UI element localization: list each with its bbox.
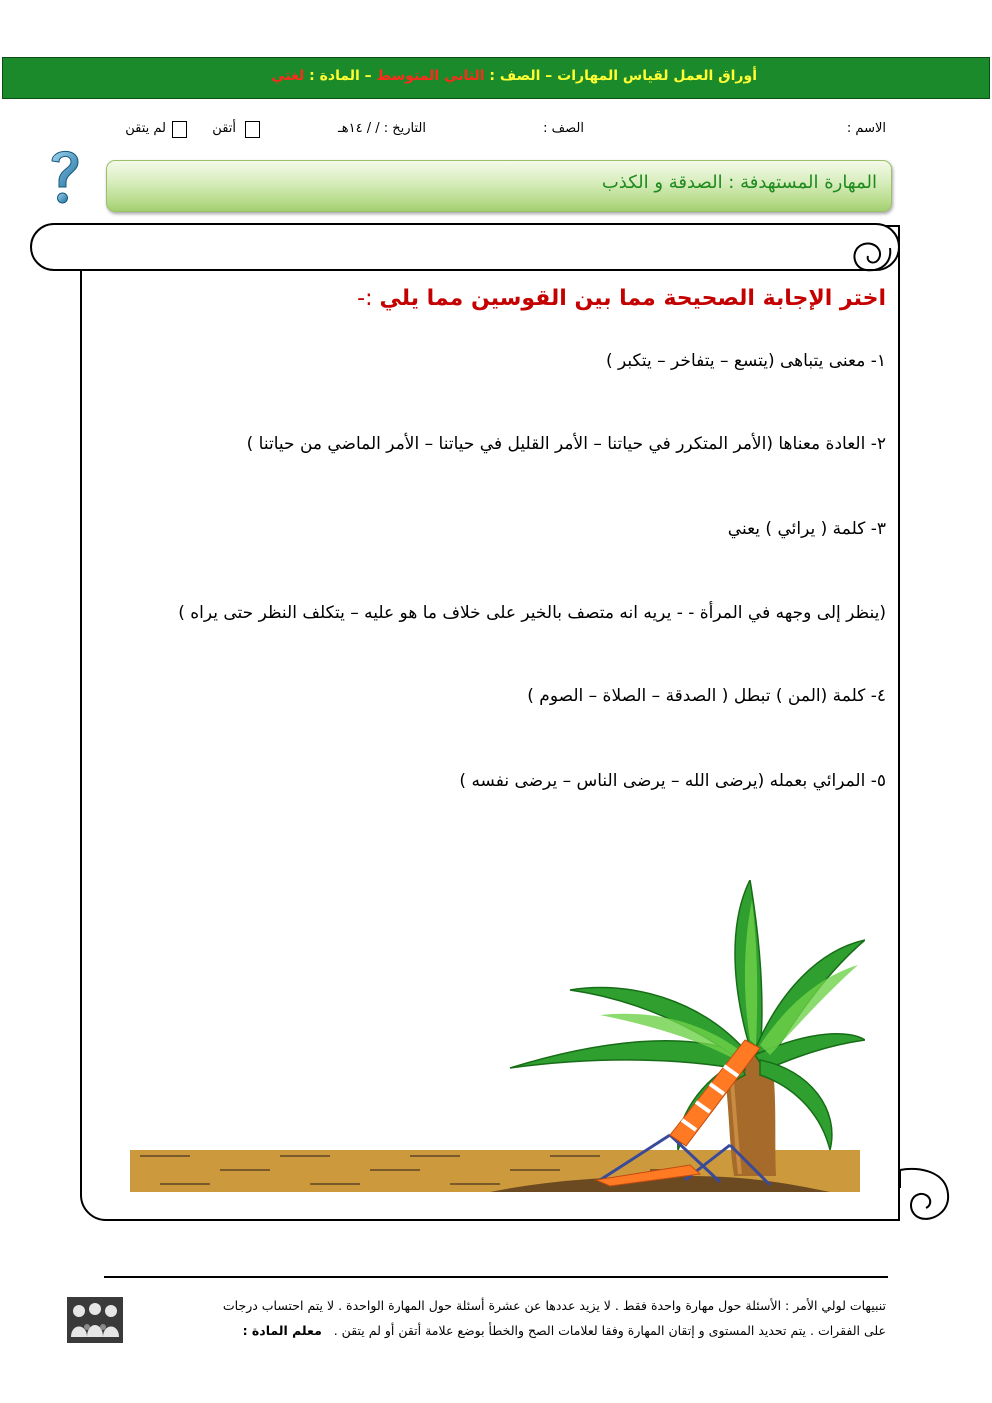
not-mastered-label: لم يتقن (125, 121, 166, 136)
footer-note-line2-text: على الفقرات . يتم تحديد المستوى و إتقان المهارة وفقا لعلامات الصح والخطأ بوضع علامة أتقن أو لم يتقن . (333, 1323, 886, 1338)
task-title-suffix: :- (357, 286, 380, 311)
banner-grade: الثاني المتوسط (371, 68, 490, 84)
palm-tree-illustration (130, 880, 865, 1196)
name-field-label: الاسم : (846, 121, 886, 136)
task-title (357, 286, 886, 311)
footer-divider (104, 1276, 888, 1278)
question-2: ٢- العادة معناها (الأمر المتكرر في حياتنا – الأمر القليل في حياتنا – الأمر الماضي من حياتنا ) (246, 434, 886, 454)
mastered-label: أتقن (212, 121, 236, 136)
question-1: ١- معنى يتباهى (يتسع – يتفاخر – يتكبر ) (605, 351, 886, 371)
teacher-label: معلم المادة : (242, 1323, 322, 1338)
question-5: ٥- المرائي بعمله (يرضى الله – يرضى الناس – يرضى نفسه ) (459, 771, 886, 791)
not-mastered-checkbox[interactable] (172, 121, 187, 138)
banner-part2: – المادة : (309, 68, 372, 84)
scroll-curl-top-icon (846, 218, 896, 276)
class-field-label: الصف : (543, 121, 584, 136)
banner-title (271, 68, 757, 84)
footer-note-line2 (243, 1323, 886, 1338)
task-title-text: اختر الإجابة الصحيحة مما بين القوسين مما يلي (379, 286, 886, 311)
banner-part1: أوراق العمل لقياس المهارات – الصف : (489, 68, 757, 84)
scroll-curl-bottom-icon (890, 1166, 954, 1226)
banner-subject: لغتي (271, 68, 310, 84)
skill-label: المهارة المستهدفة : الصدقة و الكذب (601, 172, 877, 193)
question-4: ٤- كلمة (المن ) تبطل ( الصدقة – الصلاة – الصوم ) (527, 686, 886, 706)
skill-bar (106, 160, 892, 212)
footer-note-line1: تنبيهات لولي الأمر : الأسئلة حول مهارة واحدة فقط . لا يزيد عددها عن عشرة أسئلة حول المهارة الواحدة . لا يتم احتساب درجات (222, 1298, 886, 1313)
top-banner (2, 57, 990, 99)
date-field-label: التاريخ : / / ١٤هـ (337, 121, 426, 136)
mastered-checkbox[interactable] (245, 121, 260, 138)
question-3: ٣- كلمة ( يرائي ) يعني (727, 519, 886, 539)
question-3-options: (ينظر إلى وجهه في المرأة - - يريه انه متصف بالخير على خلاف ما هو عليه – يتكلف النظر حتى يراه ) (178, 603, 886, 623)
students-logo-icon (67, 1297, 123, 1343)
question-mark-icon (44, 145, 84, 207)
scroll-top-roll (30, 223, 900, 271)
